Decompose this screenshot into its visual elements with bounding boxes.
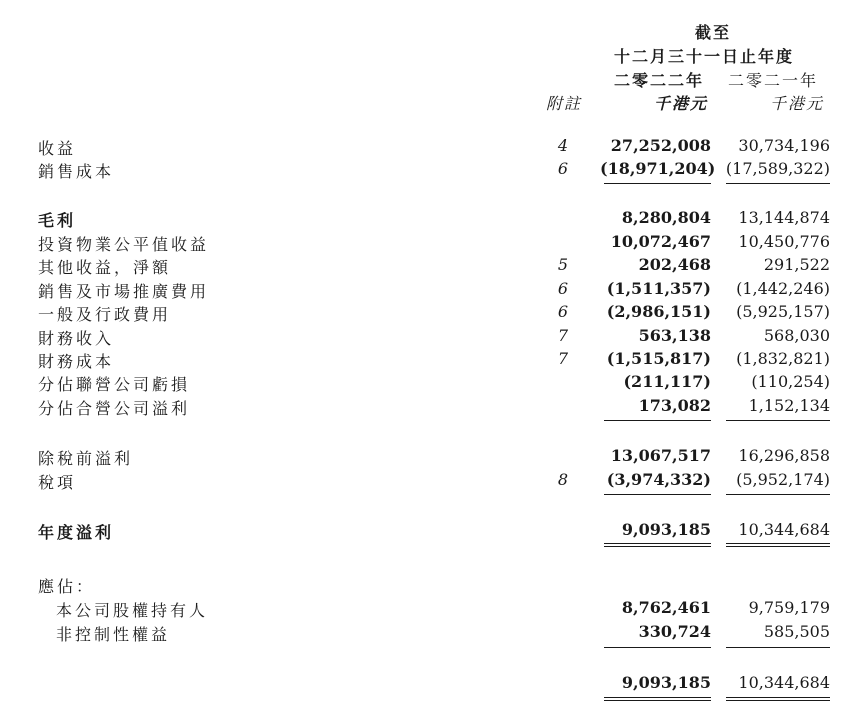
row-prior-value: (1,442,246) — [736, 279, 830, 298]
row-prior-value: 10,344,684 — [738, 673, 830, 692]
row-current-value: 8,762,461 — [621, 598, 711, 617]
total-double-rule — [604, 546, 711, 547]
note-column-header: 附註 — [546, 94, 583, 113]
row-label: 其他收益，淨額 — [38, 258, 172, 277]
row-prior-value: (110,254) — [751, 372, 830, 391]
row-current-value: (2,986,151) — [606, 302, 711, 321]
subtotal-rule — [604, 420, 711, 421]
row-current-value: 330,724 — [638, 622, 711, 641]
total-double-rule — [604, 700, 711, 701]
row-prior-value: (5,925,157) — [736, 302, 830, 321]
row-current-value: (1,511,357) — [606, 279, 711, 298]
row-prior-value: (17,589,322) — [725, 159, 830, 178]
unit-prior: 千港元 — [770, 94, 825, 113]
total-double-rule — [726, 697, 830, 698]
row-current-value: 9,093,185 — [621, 673, 711, 692]
row-current-value: 13,067,517 — [610, 446, 711, 465]
subtotal-rule — [604, 183, 711, 184]
row-prior-value: 1,152,134 — [748, 396, 830, 415]
row-note: 5 — [557, 255, 569, 274]
row-prior-value: 30,734,196 — [738, 136, 830, 155]
subtotal-rule — [726, 420, 830, 421]
total-double-rule — [604, 543, 711, 544]
year-prior: 二零二一年 — [728, 71, 819, 90]
total-double-rule — [604, 697, 711, 698]
row-prior-value: 16,296,858 — [738, 446, 830, 465]
row-current-value: (3,974,332) — [606, 470, 711, 489]
period-line-2: 十二月三十一日止年度 — [614, 47, 795, 66]
row-prior-value: 13,144,874 — [738, 208, 830, 227]
period-line-1: 截至 — [695, 23, 732, 42]
row-prior-value: 10,450,776 — [738, 232, 830, 251]
row-label: 分佔聯營公司虧損 — [38, 375, 191, 394]
row-current-value: 9,093,185 — [621, 520, 711, 539]
row-label: 分佔合營公司溢利 — [38, 399, 191, 418]
row-note: 7 — [557, 326, 569, 345]
unit-current: 千港元 — [654, 94, 709, 113]
row-prior-value: 291,522 — [763, 255, 830, 274]
row-note: 6 — [557, 302, 569, 321]
row-current-value: 563,138 — [638, 326, 711, 345]
row-note: 6 — [557, 159, 569, 178]
row-label: 投資物業公平值收益 — [38, 235, 210, 254]
subtotal-rule — [726, 183, 830, 184]
row-prior-value: 585,505 — [763, 622, 830, 641]
row-note: 7 — [557, 349, 569, 368]
subtotal-rule — [726, 647, 830, 648]
row-current-value: 202,468 — [638, 255, 711, 274]
row-label: 一般及行政費用 — [38, 305, 172, 324]
row-label: 收益 — [38, 139, 77, 158]
row-label: 除稅前溢利 — [38, 449, 134, 468]
row-current-value: 10,072,467 — [610, 232, 711, 251]
row-label: 財務成本 — [38, 352, 115, 371]
row-prior-value: 568,030 — [763, 326, 830, 345]
total-double-rule — [726, 546, 830, 547]
row-label: 應佔： — [38, 577, 96, 596]
row-label: 毛利 — [38, 211, 77, 230]
row-current-value: 8,280,804 — [621, 208, 711, 227]
row-current-value: 173,082 — [638, 396, 711, 415]
total-double-rule — [726, 543, 830, 544]
row-label: 稅項 — [38, 473, 77, 492]
row-note: 6 — [557, 279, 569, 298]
subtotal-rule — [604, 494, 711, 495]
subtotal-rule — [726, 494, 830, 495]
year-current: 二零二二年 — [614, 71, 705, 90]
row-current-value: 27,252,008 — [610, 136, 711, 155]
total-double-rule — [726, 700, 830, 701]
row-current-value: (18,971,204) — [600, 159, 716, 178]
row-prior-value: (1,832,821) — [736, 349, 830, 368]
row-current-value: (211,117) — [623, 372, 711, 391]
row-label: 本公司股權持有人 — [56, 601, 209, 620]
row-note: 8 — [557, 470, 569, 489]
subtotal-rule — [604, 647, 711, 648]
row-label: 年度溢利 — [38, 523, 115, 542]
row-label: 銷售成本 — [38, 162, 115, 181]
row-label: 銷售及市場推廣費用 — [38, 282, 210, 301]
row-label: 財務收入 — [38, 329, 115, 348]
row-label: 非控制性權益 — [56, 625, 171, 644]
row-current-value: (1,515,817) — [606, 349, 711, 368]
row-prior-value: (5,952,174) — [736, 470, 830, 489]
row-note: 4 — [557, 136, 569, 155]
row-prior-value: 9,759,179 — [748, 598, 830, 617]
row-prior-value: 10,344,684 — [738, 520, 830, 539]
